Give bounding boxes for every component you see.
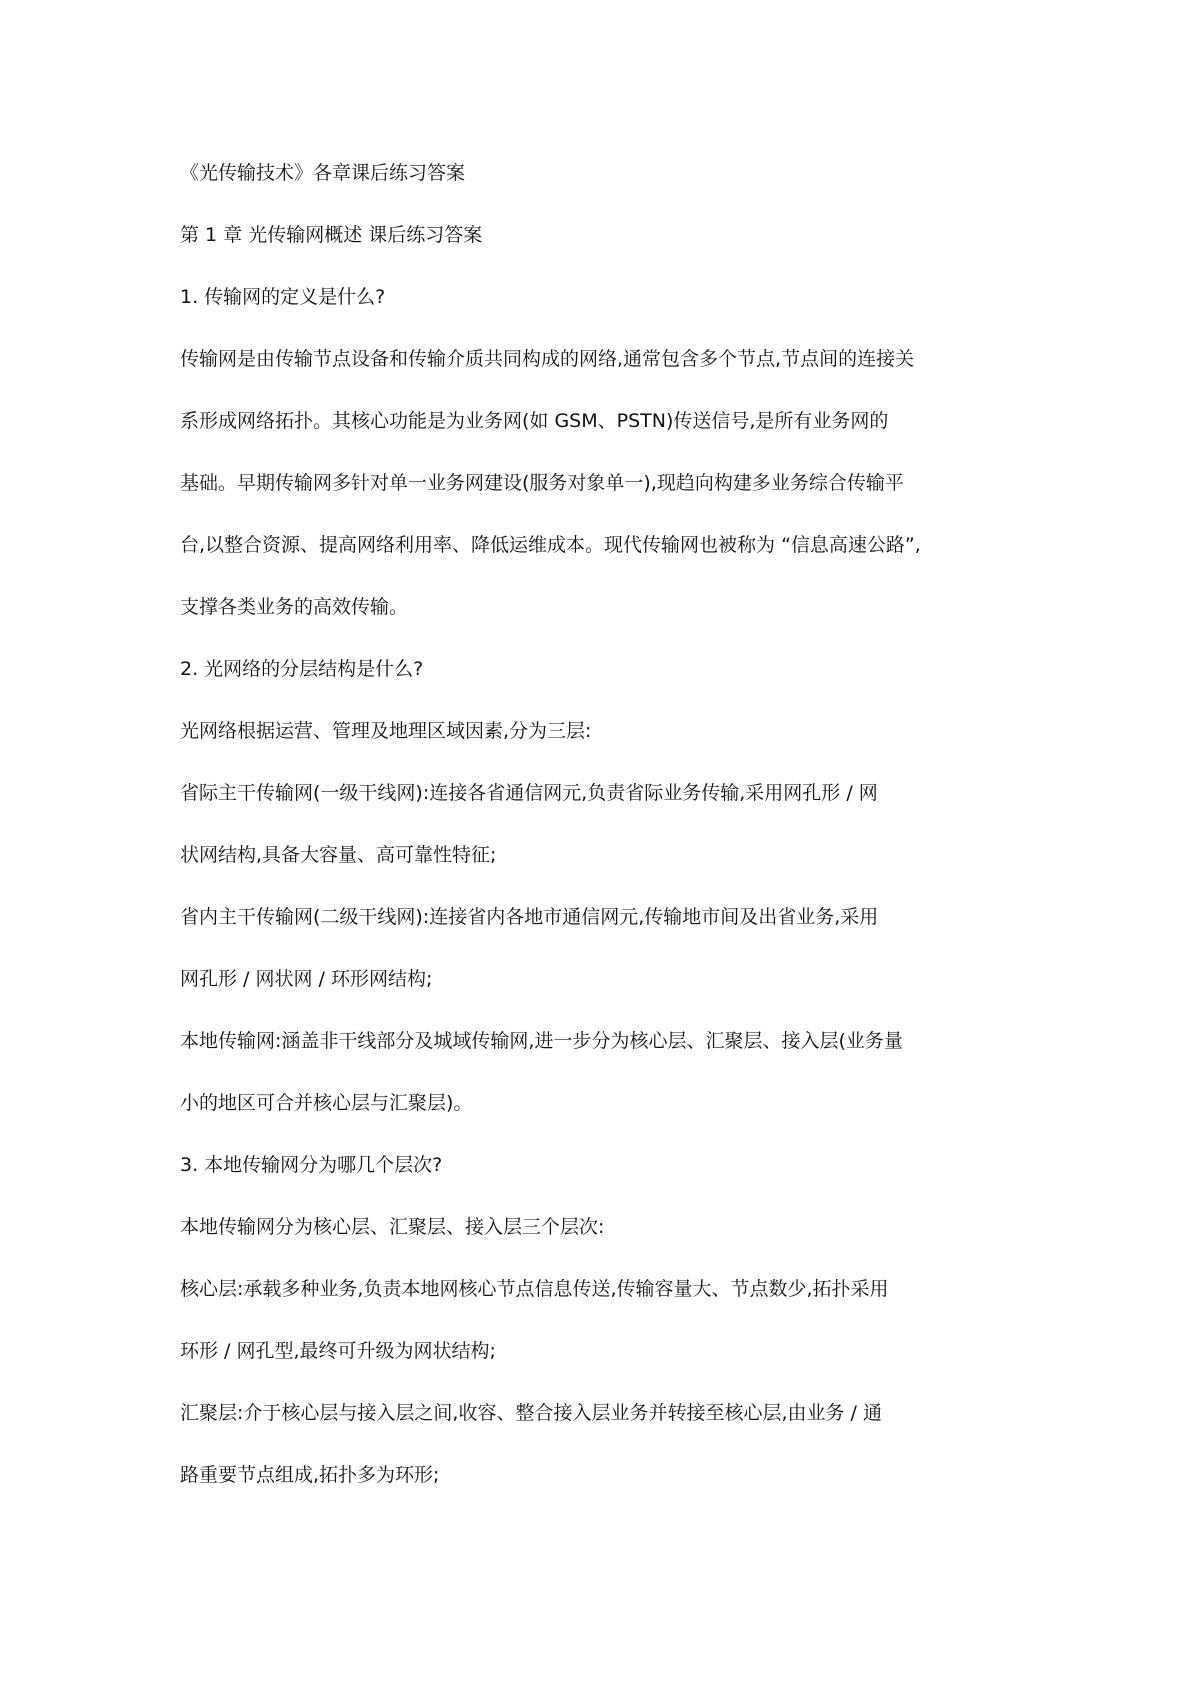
answer-1-line-3: 基础。早期传输网多针对单一业务网建设(服务对象单一),现趋向构建多业务综合传输平 — [180, 472, 904, 494]
chapter-heading: 第 1 章 光传输网概述 课后练习答案 — [180, 224, 483, 246]
question-1: 1. 传输网的定义是什么? — [180, 286, 386, 308]
answer-2-intro: 光网络根据运营、管理及地理区域因素,分为三层: — [180, 720, 592, 742]
answer-3-item-2-line-1: 汇聚层:介于核心层与接入层之间,收容、整合接入层业务并转接至核心层,由业务 / 通 — [180, 1402, 882, 1424]
question-2: 2. 光网络的分层结构是什么? — [180, 658, 424, 680]
answer-2-item-3-line-1: 本地传输网:涵盖非干线部分及城域传输网,进一步分为核心层、汇聚层、接入层(业务量 — [180, 1030, 903, 1052]
question-3: 3. 本地传输网分为哪几个层次? — [180, 1154, 443, 1176]
answer-3-item-1-line-1: 核心层:承载多种业务,负责本地网核心节点信息传送,传输容量大、节点数少,拓扑采用 — [180, 1278, 889, 1300]
answer-2-item-2-line-1: 省内主干传输网(二级干线网):连接省内各地市通信网元,传输地市间及出省业务,采用 — [180, 906, 879, 928]
answer-1-line-1: 传输网是由传输节点设备和传输介质共同构成的网络,通常包含多个节点,节点间的连接关 — [180, 348, 915, 370]
answer-1-line-5: 支撑各类业务的高效传输。 — [180, 596, 409, 618]
answer-1-line-4: 台,以整合资源、提高网络利用率、降低运维成本。现代传输网也被称为 “信息高速公路”, — [180, 534, 921, 556]
answer-3-intro: 本地传输网分为核心层、汇聚层、接入层三个层次: — [180, 1216, 605, 1238]
answer-3-item-2-line-2: 路重要节点组成,拓扑多为环形; — [180, 1464, 440, 1486]
document-title: 《光传输技术》各章课后练习答案 — [180, 162, 466, 184]
answer-2-item-1-line-2: 状网结构,具备大容量、高可靠性特征; — [180, 844, 497, 866]
answer-3-item-1-line-2: 环形 / 网孔型,最终可升级为网状结构; — [180, 1340, 496, 1362]
document-body — [180, 158, 1020, 1490]
answer-1-line-2: 系形成网络拓扑。其核心功能是为业务网(如 GSM、PSTN)传送信号,是所有业务网的 — [180, 410, 889, 432]
answer-2-item-1-line-1: 省际主干传输网(一级干线网):连接各省通信网元,负责省际业务传输,采用网孔形 / 网 — [180, 782, 878, 804]
answer-2-item-2-line-2: 网孔形 / 网状网 / 环形网结构; — [180, 968, 433, 990]
answer-2-item-3-line-2: 小的地区可合并核心层与汇聚层)。 — [180, 1092, 473, 1114]
